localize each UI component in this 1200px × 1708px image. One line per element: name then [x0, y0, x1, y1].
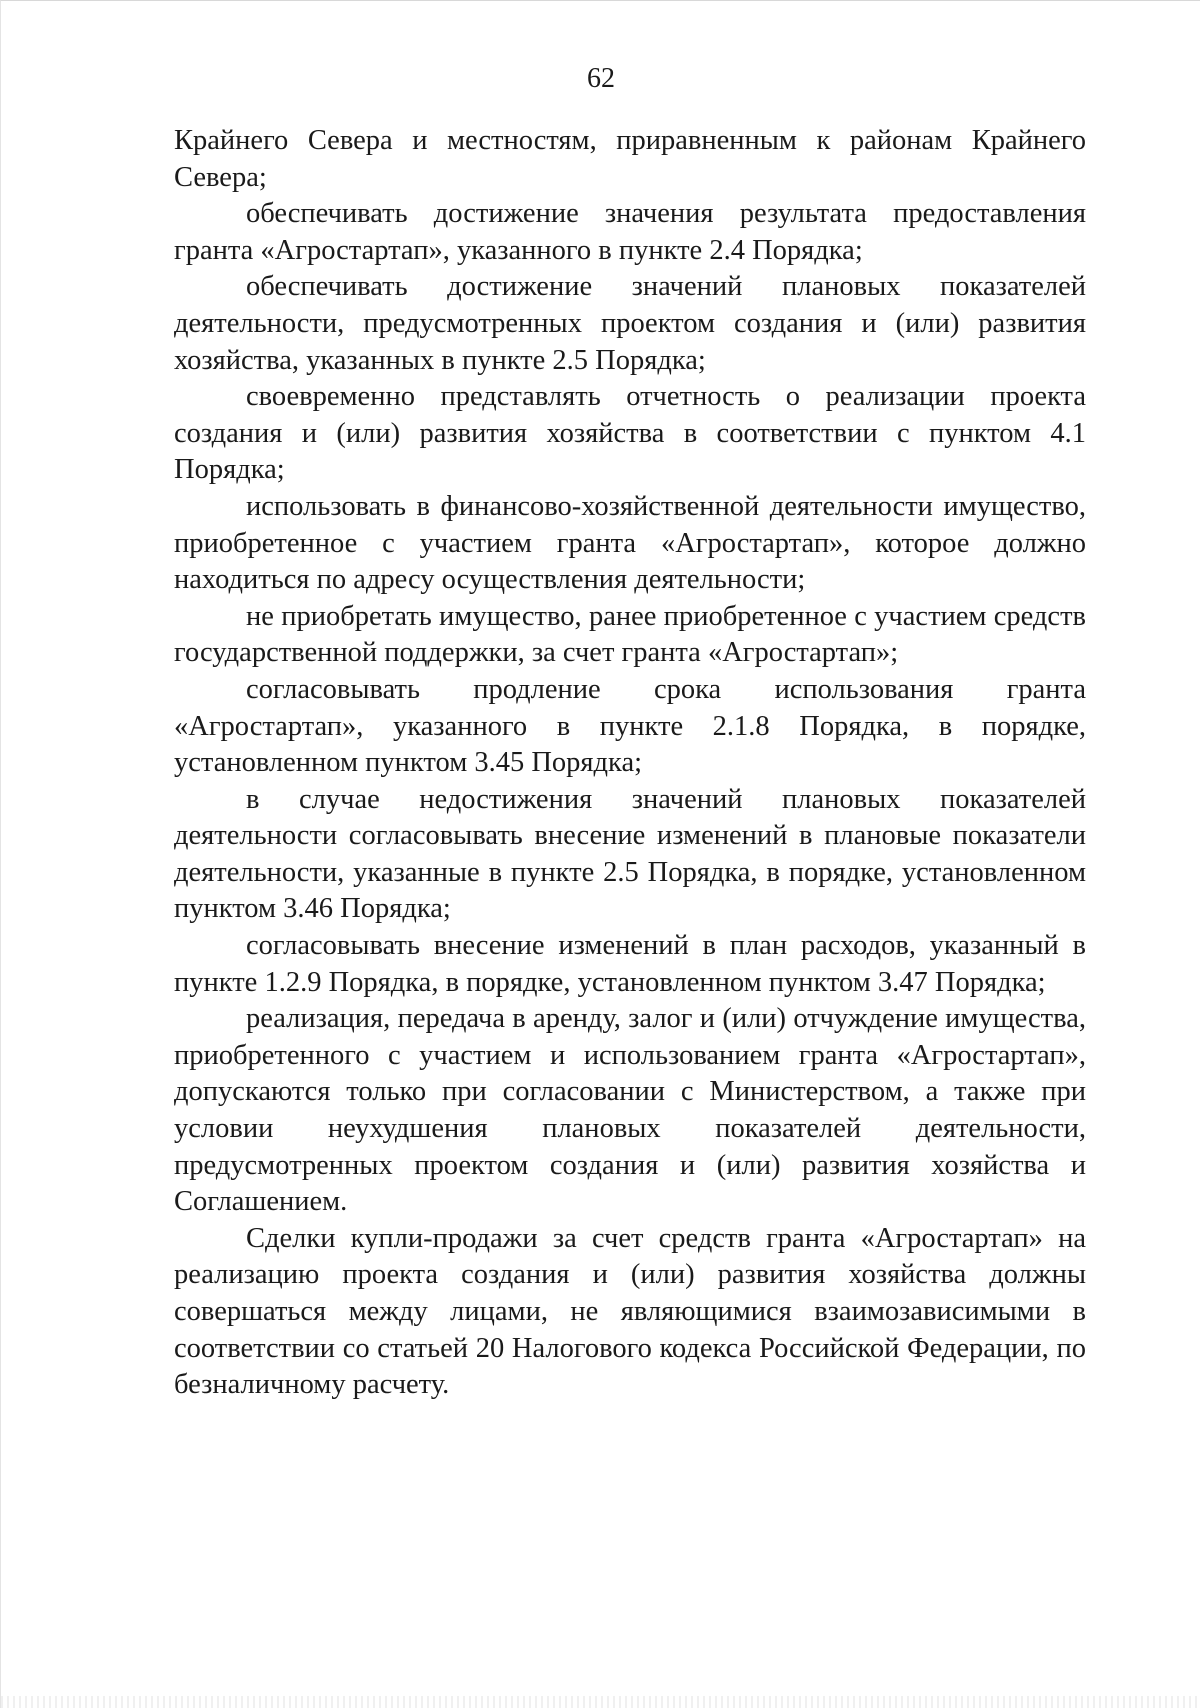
paragraph-4: своевременно представлять отчетность о реализации проекта создания и (или) развития хозяйства в соответствии с пунктом 4.1 Порядка; [174, 381, 1086, 486]
paragraph-10: реализация, передача в аренду, залог и (или) отчуждение имущества, приобретенного с участием и использованием гранта «Агростартап», допускаются только при согласовании с Министерством, а также при условии неухудшения плановых показателей деятельности, предусмотренных проектом создания и (или) развития хозяйства и Соглашением. [174, 1003, 1086, 1218]
page-number: 62 [587, 63, 615, 94]
paragraph-2: обеспечивать достижение значения результата предоставления гранта «Агростартап», указанного в пункте 2.4 Порядка; [174, 198, 1086, 266]
paragraph-11: Сделки купли-продажи за счет средств гранта «Агростартап» на реализацию проекта создания и (или) развития хозяйства должны совершаться между лицами, не являющимися взаимозависимыми в соответствии со статьей 20 Налогового кодекса Российской Федерации, по безналичному расчету. [174, 1222, 1086, 1401]
paragraph-9: согласовывать внесение изменений в план расходов, указанный в пункте 1.2.9 Порядка, в порядке, установленном пунктом 3.47 Порядка; [174, 930, 1086, 998]
paragraph-8: в случае недостижения значений плановых показателей деятельности согласовывать внесение изменений в плановые показатели деятельности, указанные в пункте 2.5 Порядка, в порядке, установленном пунктом 3.46 Порядка; [174, 783, 1086, 925]
paragraph-5: использовать в финансово-хозяйственной деятельности имущество, приобретенное с участием гранта «Агростартап», которое должно находиться по адресу осуществления деятельности; [174, 490, 1086, 596]
paragraph-6: не приобретать имущество, ранее приобретенное с участием средств государственной поддержки, за счет гранта «Агростартап»; [174, 600, 1086, 669]
paragraph-7: согласовывать продление срока использования гранта «Агростартап», указанного в пункте 2.1.8 Порядка, в порядке, установленном пунктом 3.45 Порядка; [174, 673, 1086, 779]
paragraph-1: Крайнего Севера и местностям, приравненным к районам Крайнего Севера; [174, 125, 1086, 193]
paragraph-3: обеспечивать достижение значений плановых показателей деятельности, предусмотренных проектом создания и (или) развития хозяйства, указанных в пункте 2.5 Порядка; [174, 271, 1086, 376]
scan-bottom-edge [1, 1696, 1200, 1708]
document-body [174, 123, 1086, 1404]
